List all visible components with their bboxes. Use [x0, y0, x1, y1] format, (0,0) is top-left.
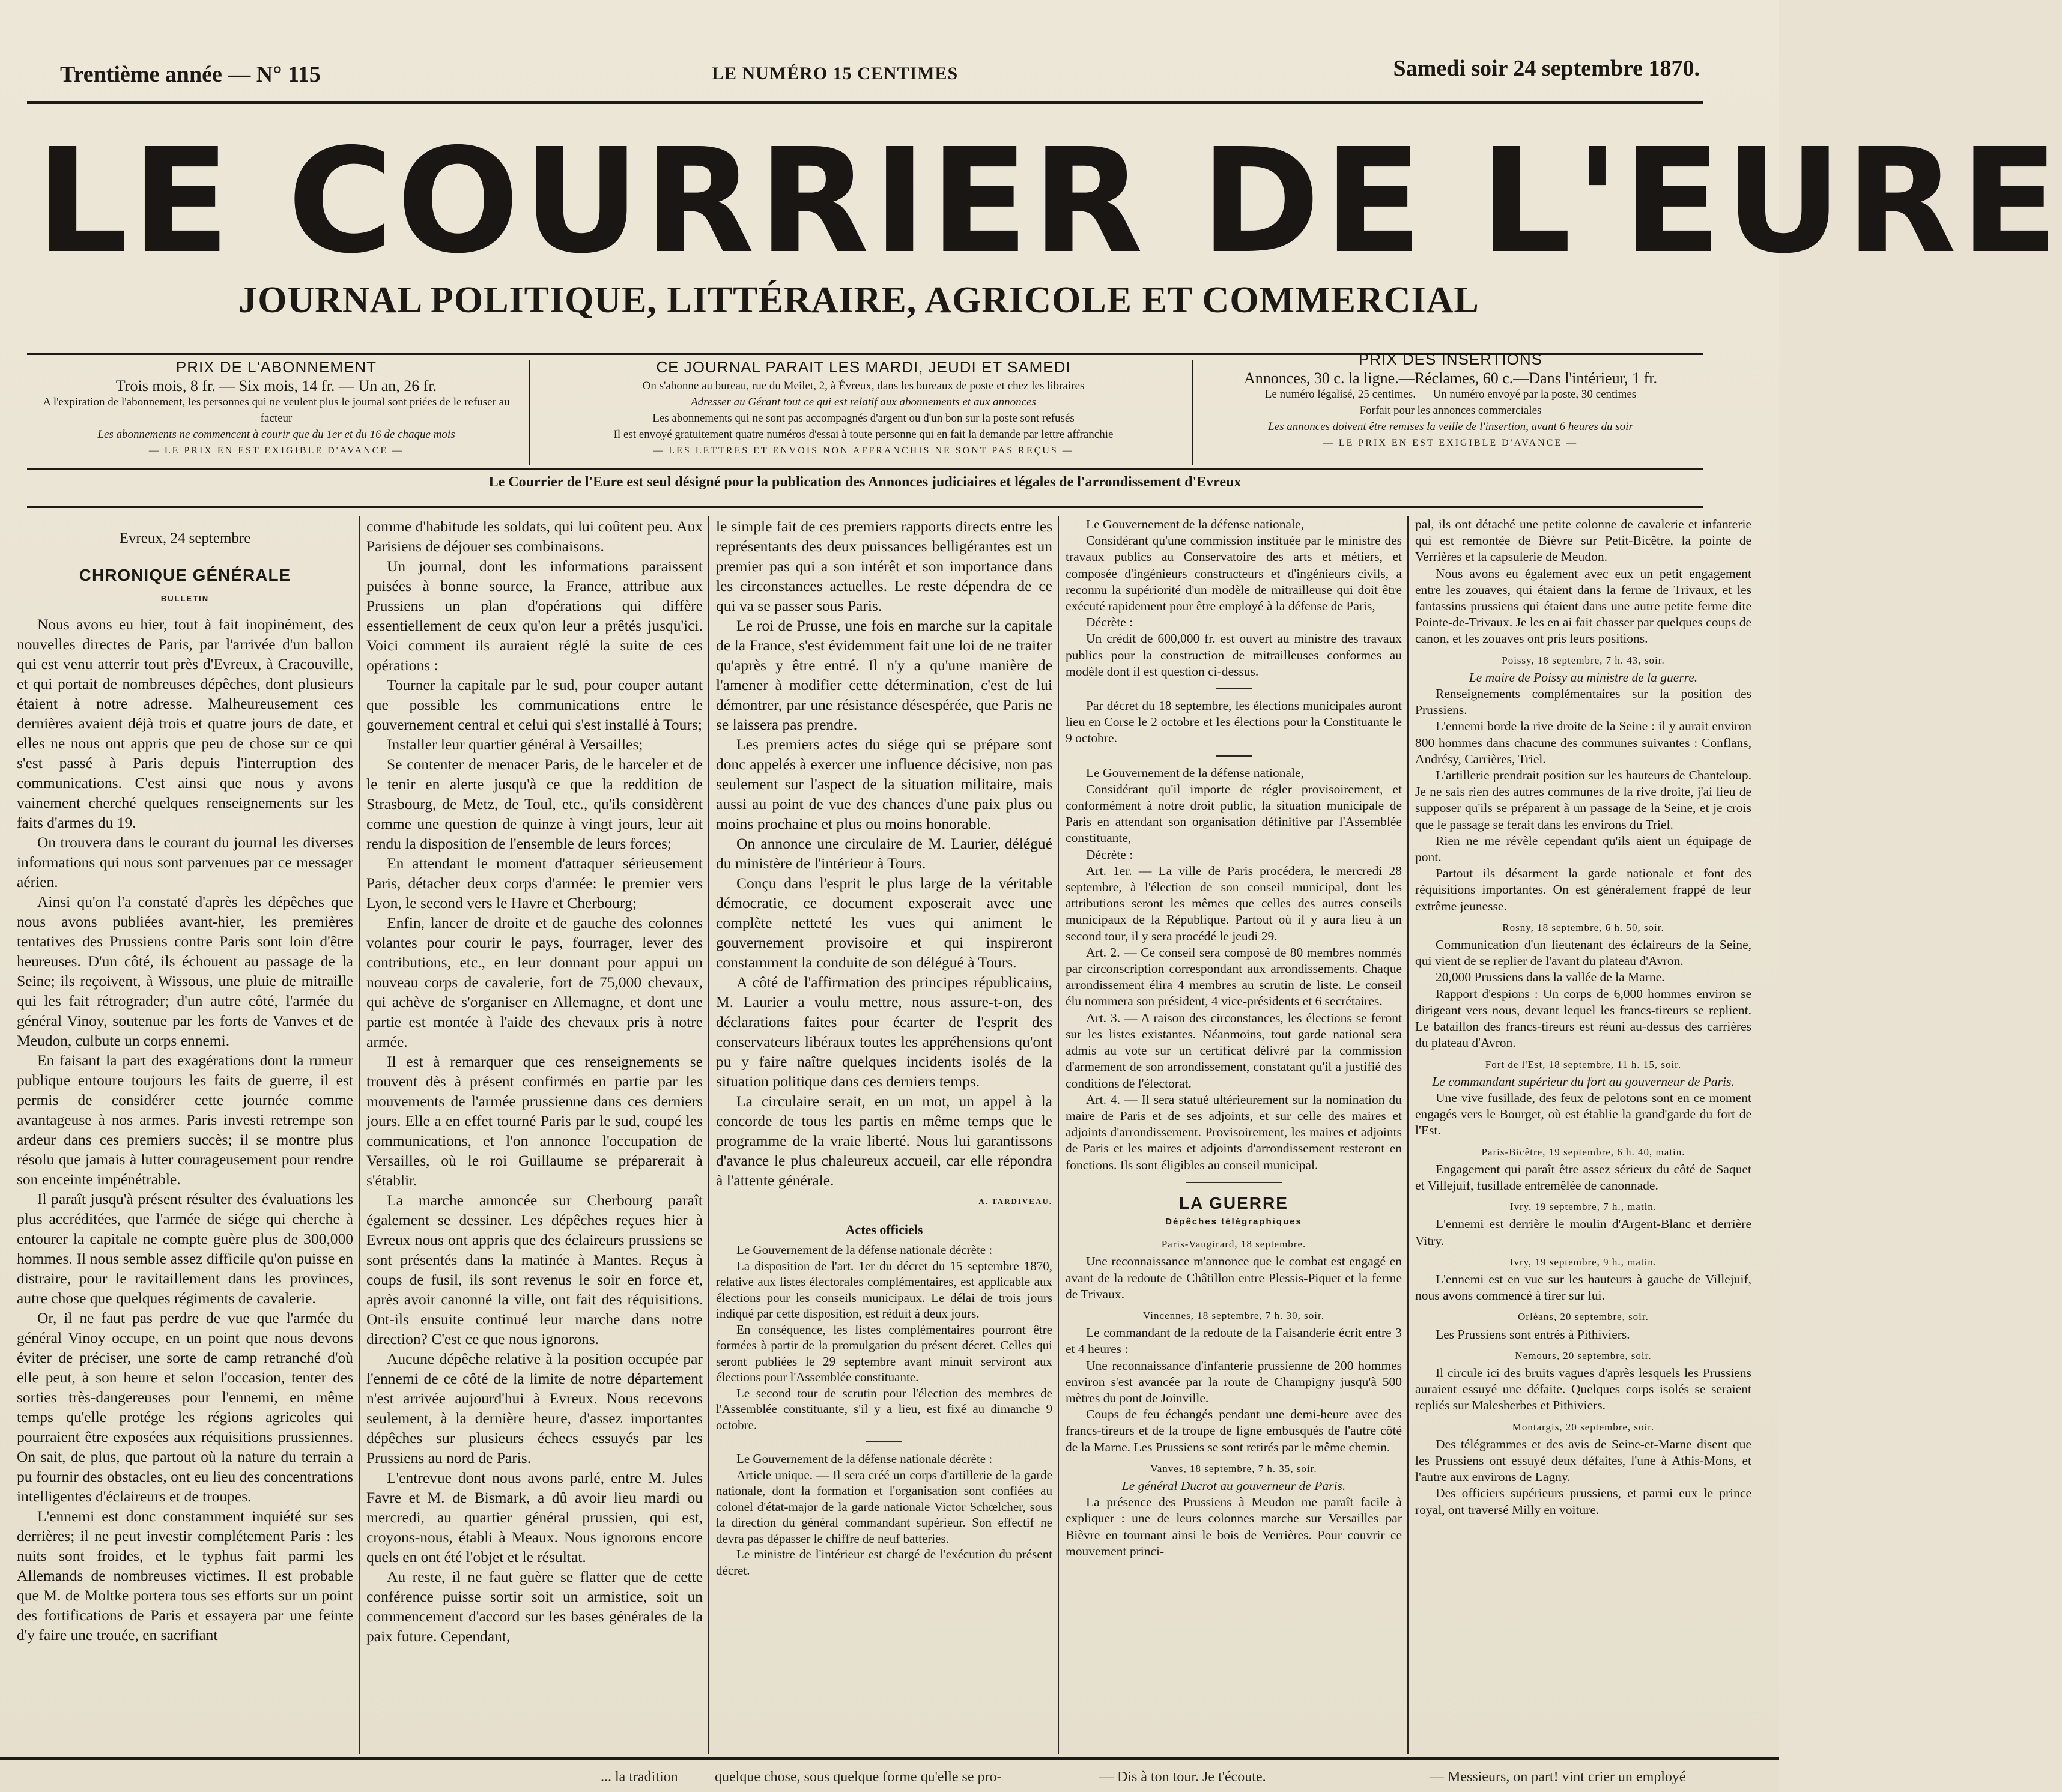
dispatch-header: Nemours, 20 septembre, soir.	[1515, 1349, 1652, 1361]
paragraph: Les Prussiens sont entrés à Pithiviers.	[1436, 1327, 1630, 1342]
info-bottom-rule	[27, 468, 1703, 470]
issue-date: Samedi soir 24 septembre 1870.	[1393, 56, 1700, 81]
column-separator	[1058, 516, 1059, 1754]
paragraph: L'ennemi borde la rive droite de la Seine : il y aurait environ 800 hommes dans chacune des communes suivantes : Conflans, Andrésy, Carrières, Triel.	[1415, 719, 1751, 766]
paragraph: Nous avons eu hier, tout à fait inopinément, des nouvelles directes de Paris, par l'arrivée d'un ballon qui est venu atterrir tout près d'Evreux, à Cracouville, et qui portait de nombreuses dépêches, dont plusieurs étaient à notre adresse. Malheureusement ces dernières avaient déjà trois et quatre jours de date, et elles ne nous ont appris que peu de chose sur ce qui s'est passé à Paris depuis l'interruption des communications. C'est ainsi que nous y avons vainement cherché quelques renseignements sur les faits d'armes du 19.	[17, 616, 353, 831]
paragraph: Au reste, il ne faut guère se flatter que de cette conférence puisse sortir soit un armistice, soit un commencement d'accord sur les bases générales de la paix future. Cependant,	[366, 1568, 703, 1645]
insertions-box	[1201, 351, 1700, 459]
paragraph: Le roi de Prusse, une fois en marche sur la capitale de la France, s'est évidemment fait une loi de ne traiter qu'après y être entré. Il n'y a qu'une manière de l'amener à modifier cette détermination, c'est de lui démontrer, par une résistance désespérée, que Paris ne se laissera pas prendre.	[716, 617, 1052, 733]
top-rule	[27, 101, 1703, 104]
publication-line1: On s'abonne au bureau, rue du Meilet, 2, à Évreux, dans les bureaux de poste et chez les libraires	[642, 380, 1085, 392]
dispatch-subtitle: Le maire de Poissy au ministre de la guerre.	[1469, 670, 1698, 685]
column-separator	[708, 516, 709, 1754]
paragraph: Installer leur quartier général à Versailles;	[387, 736, 643, 753]
column-5	[1415, 516, 1751, 1760]
subscription-title: PRIX DE L'ABONNEMENT	[175, 358, 377, 376]
dispatch-header: Ivry, 19 septembre, 9 h., matin.	[1509, 1256, 1657, 1268]
paragraph: Enfin, lancer de droite et de gauche des colonnes volantes pour courir le pays, fourrager, lever des contributions, etc., en leur donnant pour appui un nouveau corps de cavalerie, fort de 75,000 chevaux, qui achève de s'organiser en Allemagne, et dont une partie est montée à l'aide des chevaux pris à notre armée.	[366, 914, 703, 1050]
paragraph: Tourner la capitale par le sud, pour couper autant que possible les communications entre le gouvernement central et celui qui s'est installé à Tours;	[366, 676, 703, 733]
paragraph: La circulaire serait, en un mot, un appel à la concorde de tous les partis en même temps que le programme de la vraie liberté. Nous lui garantissons d'avance le plus chaleureux accueil, car elle répondra à l'attente générale.	[716, 1092, 1052, 1189]
paragraph: Considérant qu'il importe de régler provisoirement, et conformément à notre droit public, la situation municipale de Paris en attendant son organisation définitive par l'Assemblée constituante,	[1066, 781, 1402, 846]
column-separator	[359, 516, 360, 1754]
paragraph: Rien ne me révèle cependant qu'ils aient un équipage de pont.	[1415, 833, 1751, 865]
column-3	[716, 516, 1052, 1760]
footer-text: quelque chose, sous quelque forme qu'elle se pro-	[715, 1769, 1002, 1785]
paragraph: Une reconnaissance d'infanterie prussienne de 200 hommes environ s'est avancée par la route de Champigny jusqu'à 500 mètres du pont de Joinville.	[1066, 1358, 1402, 1405]
dispatch-header: Rosny, 18 septembre, 6 h. 50, soir.	[1502, 921, 1664, 933]
paragraph: Art. 4. — Il sera statué ultérieurement sur la nomination du maire de Paris et de ses adjoints, et sur celle des maires et adjoints d'arrondissement. Provisoirement, les maires et adjoints de Paris et les maires et adjoints d'arrondissement resteront en fonctions. Ils sont éligibles au conseil municipal.	[1066, 1092, 1402, 1172]
dispatch-header: Paris-Vaugirard, 18 septembre.	[1161, 1238, 1306, 1250]
paragraph: Aucune dépêche relative à la position occupée par l'ennemi de ce côté de la limite de notre département n'est arrivée aujourd'hui à Evreux. Nous recevons seulement, à la dernière heure, d'assez importantes dépêches sur plusieurs échecs essuyés par les Prussiens au nord de Paris.	[366, 1350, 703, 1467]
paragraph: Décrète :	[1086, 615, 1133, 630]
paragraph: 20,000 Prussiens dans la vallée de la Marne.	[1436, 970, 1665, 985]
paragraph: Des officiers supérieurs prussiens, et parmi eux le prince royal, ont traversé Milly en voiture.	[1415, 1486, 1751, 1517]
dispatch-subtitle: Le général Ducrot au gouverneur de Paris.	[1121, 1478, 1346, 1493]
paragraph: Les premiers actes du siége qui se prépare sont donc appelés à exercer une influence décisive, non pas seulement sur l'aspect de la situation militaire, mais aussi au point de vue des chances d'une paix plus ou moins prochaine et plus ou moins honorable.	[716, 736, 1052, 832]
paragraph: L'artillerie prendrait position sur les hauteurs de Chanteloup. Je ne sais rien des autres communes de la rive droite, j'ai lieu de supposer qu'ils se préparent à un passage de la Seine, et je crois que le passage se ferait dans les environs du Triel.	[1415, 768, 1751, 832]
paragraph: Le Gouvernement de la défense nationale décrète :	[736, 1451, 993, 1466]
paragraph: L'ennemi est donc constamment inquiété sur ses derrières; il ne peut investir complétement Paris : les nuits sont froides, et le typhus fait parmi les Allemands de nombreuses victimes. Il est probable que M. de Moltke portera tous ses efforts sur un point des fortifications de Paris et essayera par une feinte d'y faire une trouée, en sacrifiant	[17, 1507, 353, 1644]
paragraph: Se contenter de menacer Paris, de le harceler et de le tenir en alerte jusqu'à ce que la reddition de Strasbourg, de Metz, de Toul, etc., qu'ils considèrent comme une question de quinze à vingt jours, leur ait rendu la disposition de l'ensemble de leurs forces;	[366, 755, 703, 852]
paragraph: Nous avons eu également avec eux un petit engagement entre les zouaves, qui étaient dans la ferme de Trivaux, et les fantassins prussiens qui étaient dans une autre petite ferme dite Pointe-de-Trivaux. Je les en ai fait chasser par quelques coups de canon, et les zouaves ont pris leurs positions.	[1415, 566, 1751, 646]
paragraph: A côté de l'affirmation des principes républicains, M. Laurier a voulu mettre, nous assure-t-on, des déclarations faites pour écarter de l'esprit des conservateurs libéraux toutes les appréhensions qu'ont pu y faire naître quelques incidents isolés de la situation politique dans ces derniers temps.	[716, 973, 1052, 1090]
paragraph: La disposition de l'art. 1er du décret du 15 septembre 1870, relative aux listes électorales complémentaires, est applicable aux élections pour les conseils municipaux. Le délai de trois jours indiqué par cette disposition, est réduit à deux jours.	[716, 1258, 1052, 1321]
paragraph: Le Gouvernement de la défense nationale,	[1086, 765, 1304, 780]
paragraph: Une vive fusillade, des feux de pelotons sont en ce moment engagés vers le Bourget, où est établie la grand'garde du fort de l'Est.	[1415, 1090, 1751, 1138]
dispatch-header: Poissy, 18 septembre, 7 h. 43, soir.	[1502, 654, 1665, 666]
subscription-note: — LE PRIX EN EST EXIGIBLE D'AVANCE —	[148, 446, 404, 456]
paragraph: Rapport d'espions : Un corps de 6,000 hommes environ se dirigeant vers nous, devant lequel les francs-tireurs se replient. Le bataillon des francs-tireurs est réuni au-dessus des carrières du plateau d'Avron.	[1415, 986, 1751, 1050]
paragraph: Art. 3. — A raison des circonstances, les élections se feront sur les listes existantes. Néanmoins, tout garde national sera admis au vote sur un certificat délivré par la commission d'armement de son arrondissement, constatant qu'il a justifié des conditions de l'électorat.	[1066, 1010, 1402, 1091]
paragraph: Des télégrammes et des avis de Seine-et-Marne disent que les Prussiens ont essuyé deux défaites, l'une à Athis-Mons, et l'autre aux environs de Lagny.	[1415, 1436, 1751, 1485]
paragraph: Art. 2. — Ce conseil sera composé de 80 membres nommés par circonscription correspondant aux arrondissements. Chaque arrondissement élira 4 membres au scrutin de liste. Le conseil élu nommera son président, 4 vice-présidents et 6 secrétaires.	[1066, 945, 1402, 1009]
publication-box	[538, 359, 1189, 467]
column-4	[1066, 516, 1402, 1760]
paragraph: L'entrevue dont nous avons parlé, entre M. Jules Favre et M. de Bismark, a dû avoir lieu mardi ou mercredi, au quartier général prussien, qui est, croyons-nous, établi à Meaux. Nous ignorons encore quels en ont été l'objet et le résultat.	[366, 1469, 703, 1566]
info-separator-2	[1192, 360, 1193, 465]
section-heading-guerre: LA GUERRE	[1179, 1193, 1288, 1212]
publication-title: CE JOURNAL PARAIT LES MARDI, JEUDI ET SAMEDI	[656, 358, 1071, 376]
divider	[1216, 688, 1252, 689]
subscription-line2: Les abonnements ne commencent à courir que du 1er et du 16 de chaque mois	[97, 428, 455, 441]
paragraph: Partout ils désarment la garde nationale et font des réquisitions importantes. On est généralement frappé de leur extrême jeunesse.	[1415, 866, 1751, 913]
paragraph: Il est à remarquer que ces renseignements se trouvent dès à présent confirmés en partie par les mouvements de l'armée prussienne dans ces derniers jours. Elle a en effet tourné Paris par le sud, coupé les communications, et l'on annonce l'occupation de Versailles, où le roi Guillaume se préparerait à s'établir.	[366, 1053, 703, 1189]
footer-text: — Dis à ton tour. Je t'écoute.	[1099, 1769, 1266, 1785]
insertions-note: — LE PRIX EN EST EXIGIBLE D'AVANCE —	[1323, 438, 1578, 448]
paragraph: Un crédit de 600,000 fr. est ouvert au ministre des travaux publics pour la construction de mitrailleuses conformes au modèle dont il est question ci-dessus.	[1066, 631, 1402, 679]
publication-line3: Les abonnements qui ne sont pas accompagnés d'argent ou d'un bon sur la poste sont refusés	[652, 412, 1075, 425]
dispatch-header: Vanves, 18 septembre, 7 h. 35, soir.	[1150, 1462, 1317, 1474]
paragraph: Or, il ne faut pas perdre de vue que l'armée du général Vinoy occupe, en un point que nous devons éviter de préciser, une sorte de camp retranché d'où elle peut, à son heure et selon l'occasion, tenter des sorties très-dangereuses pour l'ennemi, en même temps qu'elle protége les régions agricoles qui pourraient être exposées aux réquisitions prussiennes. On sait, de plus, que partout où la nature du terrain a pu fournir des obstacles, ont eu lieu des concentrations intelligentes d'éclaireurs et de troupes.	[17, 1309, 353, 1505]
masthead-title: LE COURRIER DE L'EURE	[36, 117, 2062, 285]
section-title-actes: Actes officiels	[845, 1222, 923, 1237]
paragraph: En conséquence, les listes complémentaires pourront être formées à partir de la promulgation du présent décret. Celles qui seront publiées le 29 septembre avant minuit serviront aux élections pour l'Assemblée constituante.	[716, 1322, 1052, 1384]
paragraph: Le ministre de l'intérieur est chargé de l'exécution du présent décret.	[716, 1547, 1052, 1578]
paragraph: La marche annoncée sur Cherbourg paraît également se dessiner. Les dépêches reçues hier à Evreux nous ont appris que des éclaireurs prussiens se sont présentés dans la matinée à Mantes. Reçus à coups de fusil, ils sont revenus le soir en force et, après avoir canonné la ville, ont fait des réquisitions. Ont-ils ensuite continué leur marche dans notre direction? C'est ce que nous ignorons.	[366, 1191, 703, 1348]
paragraph: L'ennemi est derrière le moulin d'Argent-Blanc et derrière Vitry.	[1415, 1217, 1751, 1248]
paragraph: Engagement qui paraît être assez sérieux du côté de Saquet et Villejuif, fusillade entremêlée de canonnade.	[1415, 1161, 1751, 1193]
paragraph: Article unique. — Il sera créé un corps d'artillerie de la garde nationale, dont la formation et l'organisation sont confiées au colonel d'état-major de la garde nationale Victor Schœlcher, sous la direction du général commandant supérieur. Son effectif ne devra pas dépasser le chiffre de neuf batteries.	[716, 1467, 1052, 1546]
paragraph: Par décret du 18 septembre, les élections municipales auront lieu en Corse le 2 octobre et les élections pour la Constituante le 9 octobre.	[1066, 698, 1402, 746]
masthead-subtitle: JOURNAL POLITIQUE, LITTÉRAIRE, AGRICOLE ET COMMERCIAL	[238, 280, 1479, 321]
paragraph: Décrète :	[1086, 847, 1133, 862]
subscription-box	[30, 359, 523, 467]
paragraph: En attendant le moment d'attaquer sérieusement Paris, détacher deux corps d'armée: le premier vers Lyon, le second vers le Havre et Cherbourg;	[366, 855, 703, 912]
paragraph: Le commandant de la redoute de la Faisanderie écrit entre 3 et 4 heures :	[1066, 1325, 1402, 1357]
paragraph: pal, ils ont détaché une petite colonne de cavalerie et infanterie qui est remontée de Bièvre sur Petit-Bicêtre, la pointe de Verrières et la capsulerie de Meudon.	[1415, 517, 1751, 565]
paragraph: Ainsi qu'on l'a constaté d'après les dépêches que nous avons publiées avant-hier, les premières tentatives des Prussiens contre Paris sont loin d'être heureuses. D'un côté, ils échouent au passage de la Seine; ils reçoivent, à Wissous, une pluie de mitraille qui les fait rétrograder; d'un autre côté, l'armée du général Vinoy, soutenue par les forts de Vanves et de Meudon, culbute un corps ennemi.	[17, 893, 353, 1049]
actes-officiels	[716, 1242, 1052, 1578]
subscription-rates: Trois mois, 8 fr. — Six mois, 14 fr. — Un an, 26 fr.	[115, 377, 437, 395]
paragraph: Art. 1er. — La ville de Paris procédera, le mercredi 28 septembre, à l'élection de son conseil municipal, dont les attributions seront les mêmes que celles des autres conseils municipaux de la République. Partout où il y aura lieu à un second tour, il y sera procédé le jeudi 29.	[1066, 863, 1402, 943]
issue-price: LE NUMÉRO 15 CENTIMES	[712, 64, 959, 83]
paragraph: Une reconnaissance m'annonce que le combat est engagé en avant de la redoute de Châtillon entre Plessis-Piquet et la ferme de Trivaux.	[1066, 1254, 1402, 1301]
section-heading: CHRONIQUE GÉNÉRALE	[79, 566, 291, 584]
publication-note: — LES LETTRES ET ENVOIS NON AFFRANCHIS NE SONT PAS REÇUS —	[653, 446, 1074, 456]
insertions-line1: Le numéro légalisé, 25 centimes. — Un numéro envoyé par la poste, 30 centimes	[1264, 388, 1637, 401]
footer-text: ... la tradition	[601, 1769, 678, 1785]
signature: A. TARDIVEAU.	[978, 1197, 1052, 1206]
paragraph: La présence des Prussiens à Meudon me paraît facile à expliquer : une de leurs colonnes marche sur Versailles par Bièvre en tournant ainsi le bois de Verrières. Pour couvrir ce mouvement princi-	[1066, 1495, 1402, 1558]
divider	[1186, 1182, 1282, 1183]
divider	[1216, 755, 1252, 757]
dispatch-header: Vincennes, 18 septembre, 7 h. 30, soir.	[1143, 1309, 1324, 1321]
paragraph: En faisant la part des exagérations dont la rumeur publique entoure toujours les faits de guerre, il est permis de considérer cette journée comme avantageuse à nos armes. Paris investi retrempe son ardeur dans ces premiers succès; il se montre plus résolu que jamais à lutter courageusement pour rendre son enceinte impénétrable.	[17, 1052, 353, 1188]
insertions-rates: Annonces, 30 c. la ligne.—Réclames, 60 c.—Dans l'intérieur, 1 fr.	[1243, 369, 1658, 387]
paragraph: Le Gouvernement de la défense nationale,	[1086, 517, 1304, 531]
paragraph: Communication d'un lieutenant des éclaireurs de la Seine, qui vient de se replier de l'avant du plateau d'Avron.	[1415, 937, 1751, 969]
dispatch-header: Ivry, 19 septembre, 7 h., matin.	[1509, 1201, 1657, 1213]
insertions-line3: Les annonces doivent être remises la veille de l'insertion, avant 6 heures du soir	[1268, 420, 1633, 433]
dispatch-header: Orléans, 20 septembre, soir.	[1518, 1311, 1649, 1323]
footer-rule	[0, 1757, 1779, 1760]
paragraph: le simple fait de ces premiers rapports directs entre les représentants des deux puissances belligérantes est un premier pas qui a son intérêt et son importance dans les circonstances actuelles. Le reste dépendra de ce qui va se passer sous Paris.	[716, 518, 1052, 614]
paragraph: Considérant qu'une commission instituée par le ministre des travaux publics au Conservatoire des arts et métiers, et composée d'ingénieurs constructeurs et d'ingénieurs civils, a reconnu la supériorité d'un modèle de mitrailleuse qui doit être exécuté rapidement pour être employé à la défense de Paris,	[1066, 533, 1402, 614]
paragraph: Coups de feu échangés pendant une demi-heure avec des francs-tireurs et de la troupe de ligne embusqués de l'autre côté de la Marne. Les Prussiens se sont retirés par le même chemin.	[1066, 1407, 1402, 1454]
notice-rule	[27, 506, 1703, 508]
dispatch-subtitle: Le commandant supérieur du fort au gouverneur de Paris.	[1432, 1074, 1735, 1089]
paragraph: Renseignements complémentaires sur la position des Prussiens.	[1415, 686, 1751, 718]
info-separator-1	[529, 360, 530, 465]
paragraph: On trouvera dans le courant du journal les diverses informations qui nous sont parvenues par ce messager aérien.	[17, 834, 353, 891]
section-subhead: BULLETIN	[160, 594, 210, 603]
paragraph: Conçu dans l'esprit le plus large de la véritable démocratie, ce document exposerait avec une complète netteté les vues qui animent le gouvernement provisoire et qui inspireront constamment la conduite de son délégué à Tours.	[716, 874, 1052, 971]
issue-number: Trentième année — N° 115	[60, 62, 321, 87]
paragraph: comme d'habitude les soldats, qui lui coûtent peu. Aux Parisiens de déjouer ses combinaisons.	[366, 518, 703, 555]
dispatch-header: Montargis, 20 septembre, soir.	[1512, 1421, 1655, 1433]
footer-text: — Messieurs, on part! vint crier un employé	[1430, 1769, 1686, 1785]
paragraph: L'ennemi est en vue sur les hauteurs à gauche de Villejuif, nous avons commencé à tirer sur lui.	[1415, 1271, 1751, 1303]
paragraph: Le Gouvernement de la défense nationale décrète :	[736, 1243, 993, 1257]
paragraph: Un journal, dont les informations paraissent puisées à bonne source, la France, attribue aux Prussiens un plan d'opérations qui diffère essentiellement de ceux qu'on leur a prêtés jusqu'ici. Voici comment ils auraient réglé la suite de ces opérations :	[366, 557, 703, 674]
subscription-line1: A l'expiration de l'abonnement, les personnes qui ne veulent plus le journal sont priées de le refuser au facteur	[43, 396, 510, 425]
column-separator	[1407, 516, 1409, 1754]
section-subhead-depeches: Dépêches télégraphiques	[1165, 1216, 1302, 1227]
legal-notice: Le Courrier de l'Eure est seul désigné pour la publication des Annonces judiciaires et légales de l'arrondissement d'Evreux	[488, 474, 1242, 490]
paragraph: Il paraît jusqu'à présent résulter des évaluations les plus accréditées, que l'armée de siége qui cherche à entourer la capitale ne compte guère plus de 300,000 hommes. Il nous semble assez difficile qu'on puisse en distraire, pour le ravitaillement dans les provinces, autre chose que quelques régiments de cavalerie.	[17, 1190, 353, 1307]
paragraph: Il circule ici des bruits vagues d'après lesquels les Prussiens auraient essuyé une défaite. Quelques corps isolés se seraient repliés sur Malesherbes et Pithiviers.	[1415, 1365, 1751, 1413]
dateline: Evreux, 24 septembre	[119, 530, 251, 546]
insertions-line2: Forfait pour les annonces commerciales	[1359, 404, 1542, 417]
column-2	[366, 516, 703, 1760]
feuilleton-strip	[0, 1766, 1779, 1792]
top-bar	[60, 55, 1700, 97]
column-1	[17, 516, 353, 1760]
paragraph: Le second tour de scrutin pour l'élection des membres de l'Assemblée constituante, s'il y a lieu, est fixé au dimanche 9 octobre.	[716, 1385, 1052, 1432]
divider	[866, 1441, 902, 1442]
publication-line2: Adresser au Gérant tout ce qui est relatif aux abonnements et aux annonces	[691, 396, 1036, 408]
dispatch-header: Fort de l'Est, 18 septembre, 11 h. 15, soir.	[1485, 1058, 1682, 1070]
paragraph: On annonce une circulaire de M. Laurier, délégué du ministère de l'intérieur à Tours.	[716, 835, 1052, 872]
insertions-title: PRIX DES INSERTIONS	[1358, 350, 1543, 368]
publication-line4: Il est envoyé gratuitement quatre numéros d'essai à toute personne qui en fait la demande par lettre affranchie	[613, 428, 1114, 441]
dispatch-header: Paris-Bicêtre, 19 septembre, 6 h. 40, matin.	[1481, 1146, 1685, 1158]
